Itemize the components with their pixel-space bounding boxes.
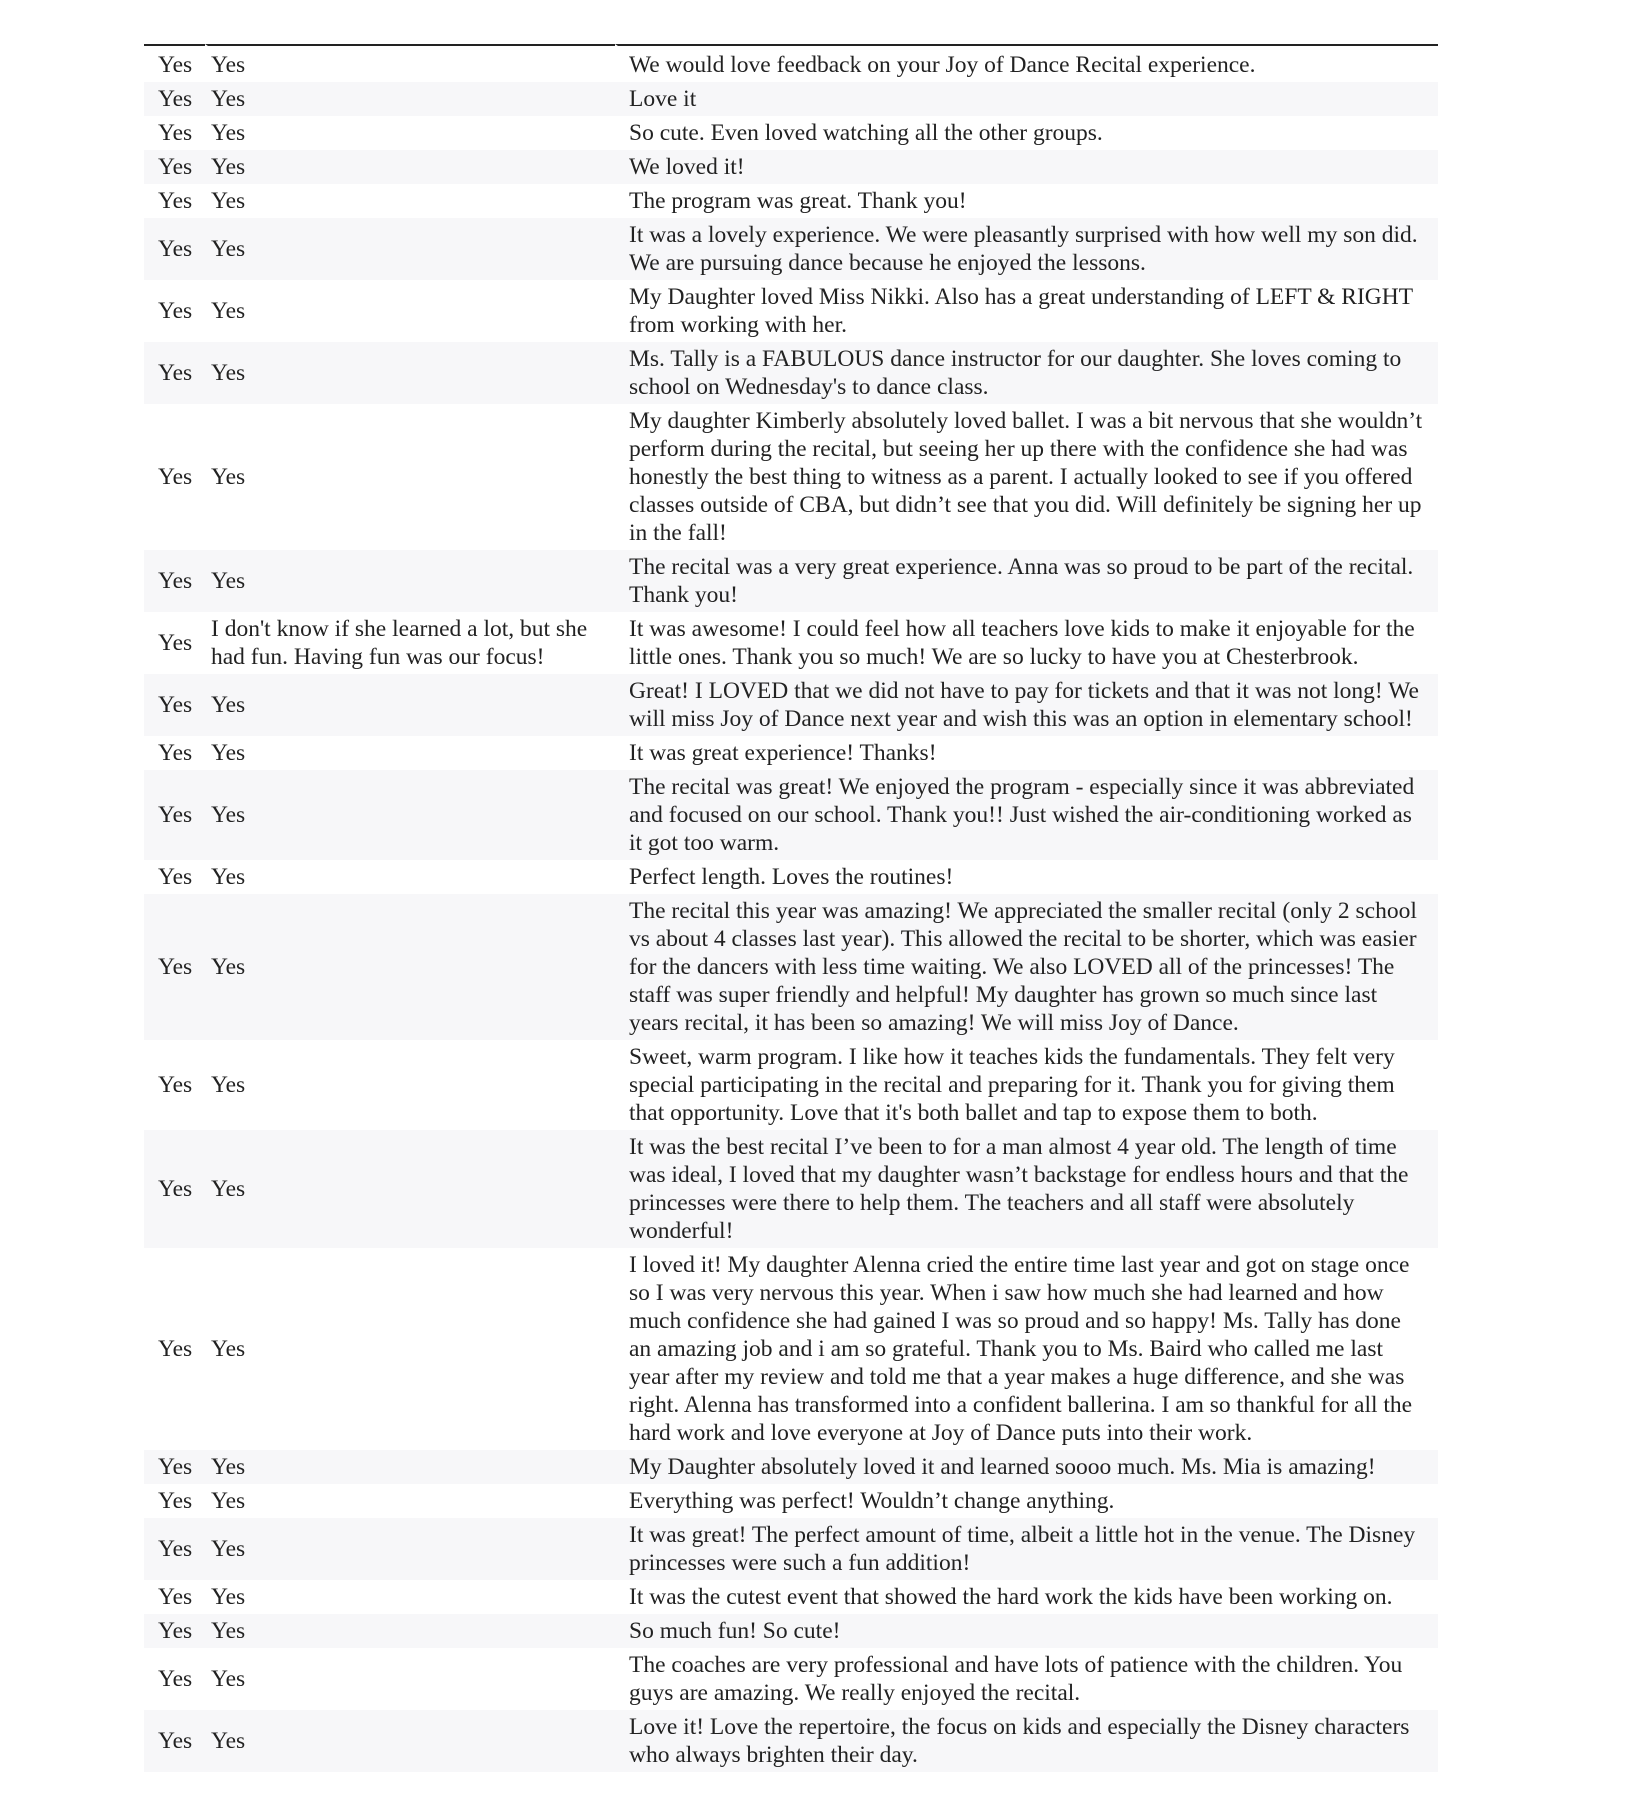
cell-col-2: Yes <box>205 82 615 116</box>
table-row <box>144 1248 1438 1450</box>
cell-col-2: Yes <box>211 298 246 324</box>
table-row <box>144 1580 1438 1614</box>
cell-col-2: Yes <box>211 464 246 490</box>
cell-col-1: Yes <box>158 1584 193 1610</box>
feedback-table-container <box>144 44 1438 1772</box>
cell-col-2: Yes <box>211 864 246 890</box>
cell-col-1: Yes <box>144 550 205 612</box>
cell-col-2: Yes <box>205 1518 615 1580</box>
cell-col-2: Yes <box>205 218 615 280</box>
cell-feedback: My Daughter absolutely loved it and learned soooo much. Ms. Mia is amazing! <box>615 1450 1438 1484</box>
table-row <box>144 404 1438 550</box>
table-row <box>144 48 1438 82</box>
cell-feedback: The recital this year was amazing! We appreciated the smaller recital (only 2 school vs about 4 classes last year). This allowed the recital to be shorter, which was easier for the dancers with less time waiting. We also LOVED all of the princesses! The staff was super friendly and helpful! My daughter has grown so much since last years recital, it has been so amazing! We will miss Joy of Dance. <box>615 894 1438 1040</box>
cell-feedback: Ms. Tally is a FABULOUS dance instructor for our daughter. She loves coming to school on Wednesday's to dance class. <box>615 342 1438 404</box>
table-row <box>144 860 1438 894</box>
table-row <box>144 1614 1438 1648</box>
cell-col-2: Yes <box>205 894 615 1040</box>
cell-col-1: Yes <box>158 740 193 766</box>
cell-feedback: Perfect length. Loves the routines! <box>629 864 954 890</box>
cell-feedback: We would love feedback on your Joy of Dance Recital experience. <box>629 52 1256 78</box>
cell-col-2: Yes <box>211 52 246 78</box>
cell-feedback: So cute. Even loved watching all the other groups. <box>629 120 1103 146</box>
table-row <box>144 612 1438 674</box>
cell-feedback: Love it <box>615 82 1438 116</box>
cell-col-2: Yes <box>205 770 615 860</box>
feedback-table <box>144 44 1438 1772</box>
table-row <box>144 1710 1438 1772</box>
cell-feedback: It was awesome! I could feel how all teachers love kids to make it enjoyable for the little ones. Thank you so much! We are so lucky to have you at Chesterbrook. <box>629 616 1415 670</box>
table-row <box>144 1450 1438 1484</box>
cell-col-1: Yes <box>144 894 205 1040</box>
table-row <box>144 1040 1438 1130</box>
cell-col-2: Yes <box>205 150 615 184</box>
cell-col-2: Yes <box>205 550 615 612</box>
cell-col-1: Yes <box>144 218 205 280</box>
table-row <box>144 1130 1438 1248</box>
cell-feedback: My daughter Kimberly absolutely loved ballet. I was a bit nervous that she wouldn’t perform during the recital, but seeing her up there with the confidence she had was honestly the best thing to witness as a parent. I actually looked to see if you offered classes outside of CBA, but didn’t see that you did. Will definitely be signing her up in the fall! <box>629 408 1423 546</box>
table-row <box>144 218 1438 280</box>
cell-col-2: Yes <box>205 1710 615 1772</box>
cell-col-1: Yes <box>158 52 193 78</box>
cell-feedback: It was great experience! Thanks! <box>629 740 937 766</box>
cell-col-1: Yes <box>144 1614 205 1648</box>
cell-col-1: Yes <box>158 630 193 656</box>
cell-col-2: Yes <box>205 1450 615 1484</box>
table-row <box>144 150 1438 184</box>
cell-col-1: Yes <box>144 1710 205 1772</box>
cell-col-1: Yes <box>158 298 193 324</box>
cell-col-1: Yes <box>158 1666 193 1692</box>
cell-col-1: Yes <box>158 1072 193 1098</box>
cell-feedback: The program was great. Thank you! <box>629 188 967 214</box>
table-row <box>144 1648 1438 1710</box>
cell-col-1: Yes <box>158 464 193 490</box>
cell-col-2: Yes <box>205 1614 615 1648</box>
cell-feedback: Great! I LOVED that we did not have to pay for tickets and that it was not long! We will miss Joy of Dance next year and wish this was an option in elementary school! <box>615 674 1438 736</box>
table-row <box>144 736 1438 770</box>
cell-col-2: Yes <box>211 188 246 214</box>
cell-feedback: I loved it! My daughter Alenna cried the entire time last year and got on stage once so I was very nervous this year. When i saw how much she had learned and how much confidence she had gained I was so proud and so happy! Ms. Tally has done an amazing job and i am so grateful. Thank you to Ms. Baird who called me last year after my review and told me that a year makes a huge difference, and she was right. Alenna has transformed into a confident ballerina. I am so thankful for all the hard work and love everyone at Joy of Dance puts into their work. <box>629 1252 1413 1446</box>
cell-col-2: Yes <box>211 1488 246 1514</box>
cell-feedback: Sweet, warm program. I like how it teaches kids the fundamentals. They felt very special participating in the recital and preparing for it. Thank you for giving them that opportunity. Love that it's both ballet and tap to expose them to both. <box>629 1044 1395 1126</box>
cell-col-1: Yes <box>144 1518 205 1580</box>
cell-col-2: Yes <box>211 1072 246 1098</box>
table-row <box>144 184 1438 218</box>
cell-feedback: It was the best recital I’ve been to for a man almost 4 year old. The length of time was ideal, I loved that my daughter wasn’t backstage for endless hours and that the princesses were there to help them. The teachers and all staff were absolutely wonderful! <box>615 1130 1438 1248</box>
cell-col-2: Yes <box>211 1584 246 1610</box>
cell-col-1: Yes <box>144 1130 205 1248</box>
cell-feedback: The recital was great! We enjoyed the program - especially since it was abbreviated and focused on our school. Thank you!! Just wished the air-conditioning worked as it got too warm. <box>615 770 1438 860</box>
cell-feedback: It was a lovely experience. We were pleasantly surprised with how well my son did. We are pursuing dance because he enjoyed the lessons. <box>615 218 1438 280</box>
cell-col-2: I don't know if she learned a lot, but she had fun. Having fun was our focus! <box>211 616 588 670</box>
cell-col-1: Yes <box>144 770 205 860</box>
table-row <box>144 280 1438 342</box>
table-body <box>144 48 1438 1772</box>
table-row <box>144 674 1438 736</box>
cell-feedback: Love it! Love the repertoire, the focus on kids and especially the Disney characters who always brighten their day. <box>615 1710 1438 1772</box>
table-row <box>144 342 1438 404</box>
cell-col-1: Yes <box>144 342 205 404</box>
table-row <box>144 116 1438 150</box>
cell-col-1: Yes <box>158 1488 193 1514</box>
table-row <box>144 1518 1438 1580</box>
cell-feedback: Everything was perfect! Wouldn’t change anything. <box>629 1488 1115 1514</box>
table-row <box>144 894 1438 1040</box>
cell-feedback: The recital was a very great experience. Anna was so proud to be part of the recital. Thank you! <box>615 550 1438 612</box>
cell-feedback: So much fun! So cute! <box>615 1614 1438 1648</box>
cell-col-2: Yes <box>205 674 615 736</box>
table-row <box>144 82 1438 116</box>
table-row <box>144 1484 1438 1518</box>
cell-col-1: Yes <box>144 150 205 184</box>
cell-col-2: Yes <box>211 120 246 146</box>
cell-col-2: Yes <box>205 342 615 404</box>
cell-col-2: Yes <box>211 1336 246 1362</box>
cell-feedback: It was great! The perfect amount of time, albeit a little hot in the venue. The Disney princesses were such a fun addition! <box>615 1518 1438 1580</box>
cell-col-1: Yes <box>158 864 193 890</box>
cell-col-1: Yes <box>144 1450 205 1484</box>
table-row <box>144 550 1438 612</box>
cell-col-1: Yes <box>158 1336 193 1362</box>
cell-col-2: Yes <box>205 1130 615 1248</box>
cell-col-1: Yes <box>158 188 193 214</box>
cell-col-1: Yes <box>158 120 193 146</box>
cell-col-2: Yes <box>211 1666 246 1692</box>
cell-feedback: The coaches are very professional and have lots of patience with the children. You guys are amazing. We really enjoyed the recital. <box>629 1652 1403 1706</box>
cell-col-1: Yes <box>144 82 205 116</box>
cell-feedback: We loved it! <box>615 150 1438 184</box>
cell-feedback: It was the cutest event that showed the hard work the kids have been working on. <box>629 1584 1393 1610</box>
cell-feedback: My Daughter loved Miss Nikki. Also has a great understanding of LEFT & RIGHT from working with her. <box>629 284 1413 338</box>
table-row <box>144 770 1438 860</box>
cell-col-1: Yes <box>144 674 205 736</box>
cell-col-2: Yes <box>211 740 246 766</box>
